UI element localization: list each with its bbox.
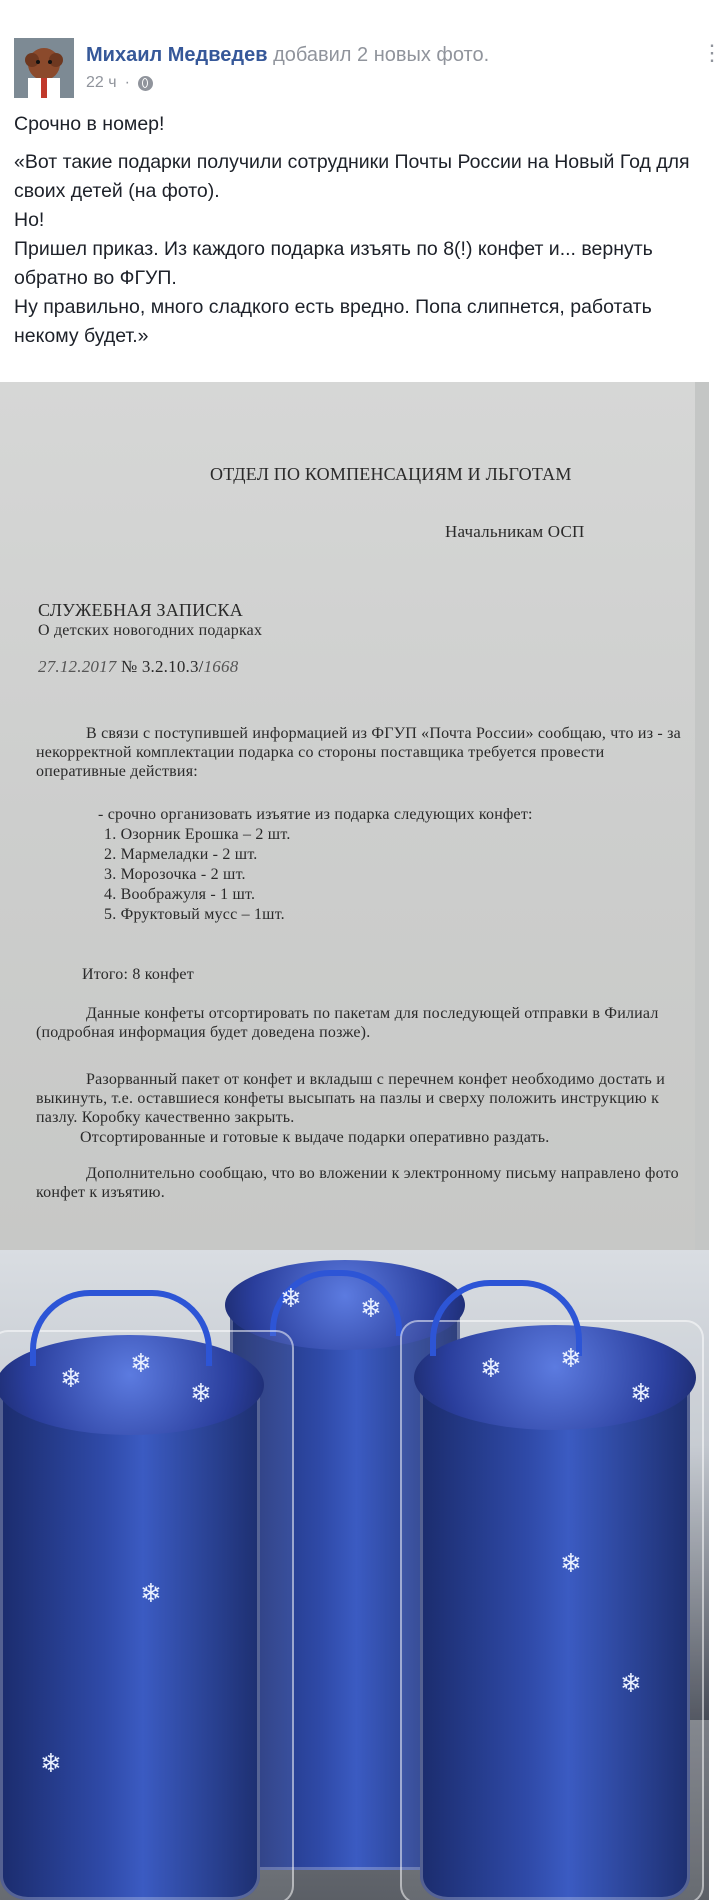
post-text-line: «Вот такие подарки получили сотрудники Почты России на Новый Год для своих детей (на фото). — [14, 151, 690, 202]
memo-number: № 3.2.10.3/ — [120, 657, 204, 676]
snowflake-icon: ❄ — [40, 1748, 62, 1778]
memo-paragraph: Дополнительно сообщаю, что во вложении к электронному письму направлено фото конфет к изъятию. — [36, 1165, 679, 1201]
gift-rope — [30, 1290, 212, 1366]
memo-title: СЛУЖЕБНАЯ ЗАПИСКА — [38, 600, 243, 620]
post-text — [14, 110, 704, 351]
memo-addressee: Начальникам ОСП — [445, 522, 585, 541]
gift-tin — [0, 1370, 260, 1900]
memo-paragraph: В связи с поступившей информацией из ФГУП «Почта России» сообщаю, что из - за некорректной комплектации подарка со стороны поставщика требуется провести оперативные действия: — [36, 725, 681, 780]
snowflake-icon: ❄ — [140, 1578, 162, 1608]
snowflake-icon: ❄ — [560, 1343, 582, 1373]
snowflake-icon: ❄ — [630, 1378, 652, 1408]
snowflake-icon: ❄ — [620, 1668, 642, 1698]
memo-date-number — [38, 657, 238, 677]
snowflake-icon: ❄ — [60, 1363, 82, 1393]
snowflake-icon: ❄ — [560, 1548, 582, 1578]
snowflake-icon: ❄ — [130, 1348, 152, 1378]
post-text-line: Ну правильно, много сладкого есть вредно. Попа слипнется, работать некому будет.» — [14, 296, 652, 347]
post-header — [0, 0, 723, 110]
avatar-dog-image — [14, 38, 74, 98]
author-avatar[interactable] — [14, 38, 74, 98]
snowflake-icon: ❄ — [360, 1293, 382, 1323]
memo-list-item: 4. Воображуля - 1 шт. — [104, 886, 256, 903]
memo-number-handwritten: 1668 — [203, 657, 239, 676]
memo-department-heading: ОТДЕЛ ПО КОМПЕНСАЦИЯМ И ЛЬГОТАМ — [210, 464, 572, 484]
memo-subject: О детских новогодних подарках — [38, 622, 263, 639]
more-options-icon[interactable]: ⋮ — [701, 40, 723, 65]
memo-list-item: 5. Фруктовый мусс – 1шт. — [104, 906, 285, 923]
memo-list-item: 1. Озорник Ерошка – 2 шт. — [104, 826, 291, 843]
post-text-line: Срочно в номер! — [14, 113, 165, 135]
author-name-link[interactable]: Михаил Медведев — [86, 44, 268, 66]
memo-photo[interactable] — [0, 382, 709, 1250]
gift-tins-photo[interactable] — [0, 1250, 709, 1900]
memo-paragraph: Отсортированные и готовые к выдаче подарки оперативно раздать. — [80, 1129, 550, 1146]
memo-list-intro: - срочно организовать изъятие из подарка следующих конфет: — [98, 806, 533, 823]
memo-paragraph: Разорванный пакет от конфет и вкладыш с перечнем конфет необходимо достать и выкинуть, т.е. оставшиеся конфеты высыпать на пазлы и сверху положить инструкцию к пазлу. Коробку качественно закрыть. — [36, 1071, 666, 1126]
post-text-line: Пришел приказ. Из каждого подарка изъять по 8(!) конфет и... вернуть обратно во ФГУП. — [14, 238, 653, 289]
memo-list-item: 2. Мармеладки - 2 шт. — [104, 846, 258, 863]
public-globe-icon[interactable] — [138, 76, 153, 91]
memo-total: Итого: 8 конфет — [82, 966, 194, 983]
post-text-line: Но! — [14, 209, 45, 231]
post-title-line — [86, 44, 489, 67]
post-action-text: добавил 2 новых фото. — [267, 44, 490, 66]
snowflake-icon: ❄ — [480, 1353, 502, 1383]
post-meta: 22 ч · — [86, 74, 153, 92]
post-timestamp[interactable]: 22 ч — [86, 74, 117, 91]
memo-paragraph: Данные конфеты отсортировать по пакетам для последующей отправки в Филиал (подробная информация будет доведена позже). — [36, 1005, 659, 1041]
gift-tin — [420, 1360, 690, 1900]
memo-list-item: 3. Морозочка - 2 шт. — [104, 866, 246, 883]
memo-date-handwritten: 27.12.2017 — [38, 657, 117, 676]
snowflake-icon: ❄ — [280, 1283, 302, 1313]
snowflake-icon: ❄ — [190, 1378, 212, 1408]
